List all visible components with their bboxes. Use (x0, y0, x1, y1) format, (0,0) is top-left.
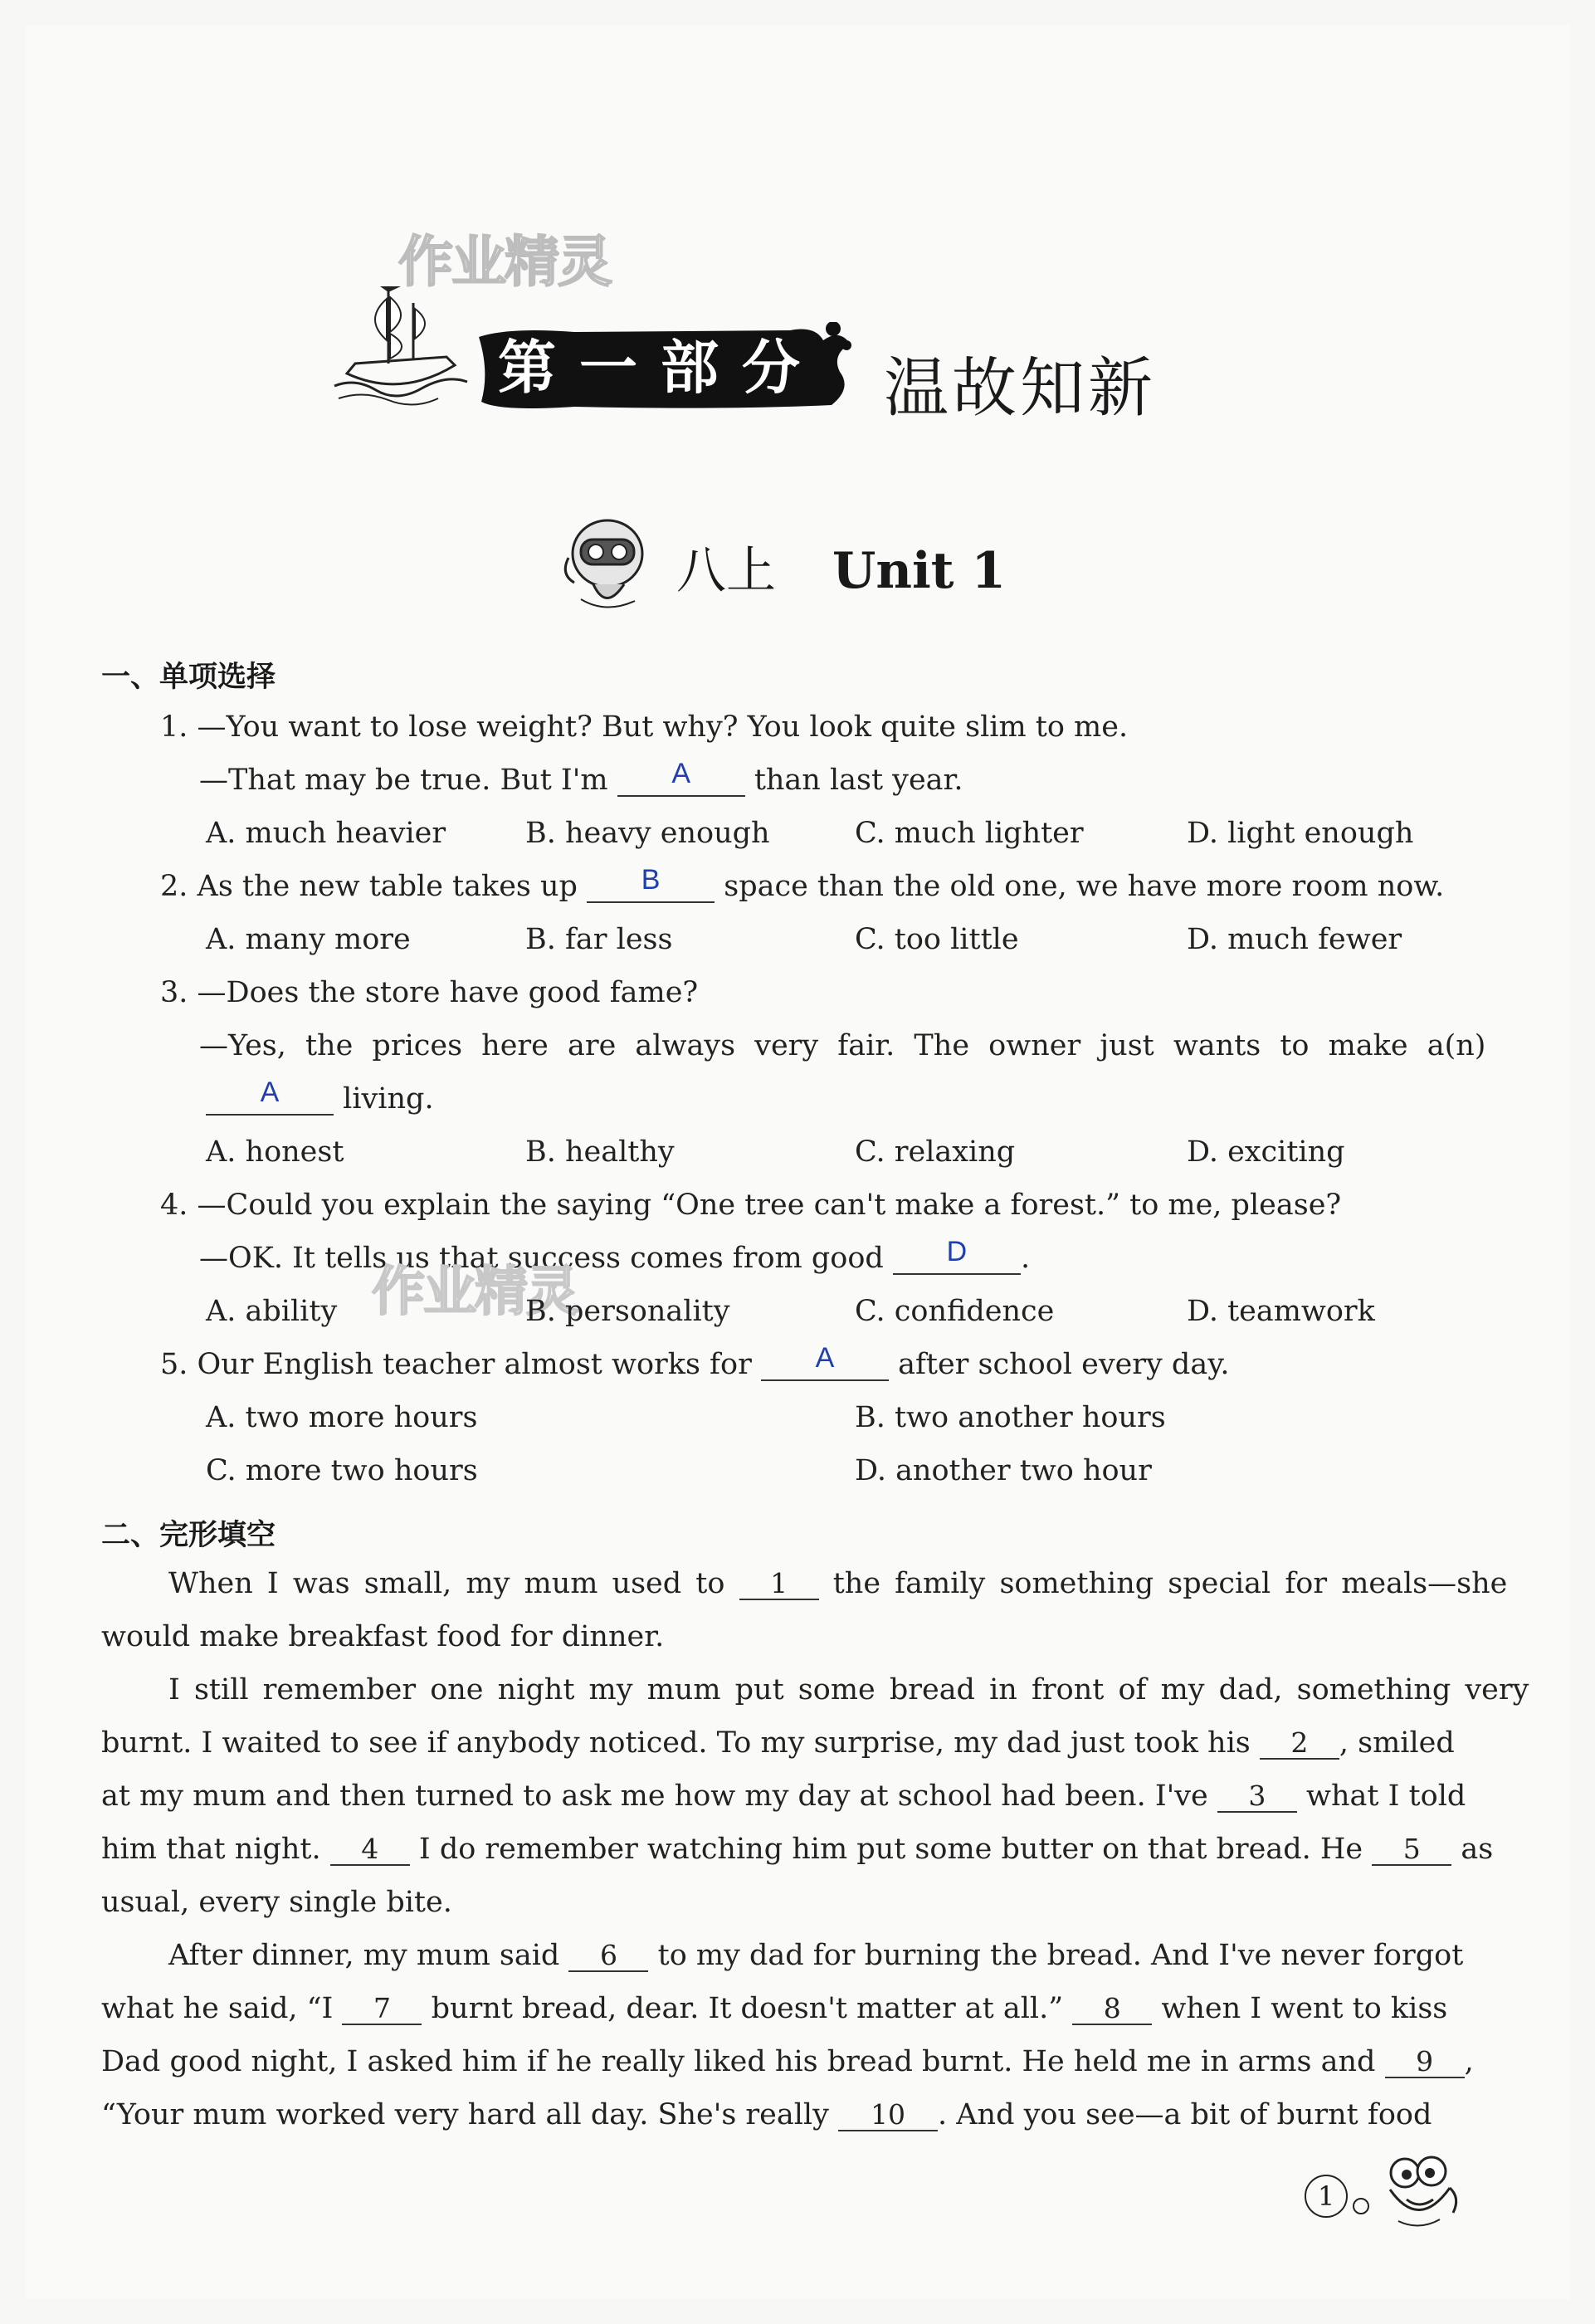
page-dot-decoration (1353, 2198, 1369, 2214)
passage-text: , smiled (1339, 1726, 1455, 1760)
banner-title: 温故知新 (884, 351, 1157, 426)
page-number: 1 (1305, 2175, 1348, 2218)
answer-blank (206, 1077, 334, 1116)
option-a: A. two more hours (206, 1401, 478, 1434)
passage-text: I do remember watching him put some butter on that bread. He (418, 1833, 1363, 1866)
passage-text: the family something special for meals—she (832, 1567, 1508, 1600)
passage-text: him that night. (101, 1833, 321, 1866)
sailing-ship-icon (330, 274, 471, 415)
option-a: A. many more (206, 923, 411, 956)
question-3-line-3 (206, 1077, 434, 1117)
passage-text: After dinner, my mum said (168, 1939, 560, 1972)
answer-blank (893, 1236, 1021, 1275)
cloze-paragraph-1-line-1 (168, 1565, 1507, 1602)
question-3-line-1 (160, 974, 698, 1011)
question-3-line-2: —Yes, the prices here are always very fair. The owner just wants to make a(n) (199, 1029, 1486, 1062)
passage-text: , (1464, 2045, 1474, 2078)
blank-number: 10 (871, 2098, 906, 2131)
cloze-paragraph-2-line-3 (101, 1778, 1466, 1814)
option-c: C. relaxing (855, 1135, 1016, 1169)
cloze-paragraph-2-line-5: usual, every single bite. (101, 1886, 452, 1919)
question-text: —Does the store have good fame? (197, 976, 699, 1009)
answer-letter: D (946, 1236, 968, 1267)
cloze-paragraph-2-line-2 (101, 1725, 1455, 1761)
option-d: D. teamwork (1187, 1295, 1375, 1328)
blank-number: 4 (361, 1833, 379, 1865)
option-c: C. more two hours (206, 1454, 478, 1487)
passage-text: Dad good night, I asked him if he really liked his bread burnt. He held me in arms and (101, 2045, 1376, 2078)
cloze-paragraph-2-line-1: I still remember one night my mum put some bread in front of my dad, something very (168, 1673, 1529, 1706)
question-2 (160, 864, 1445, 905)
cloze-blank-7 (342, 1994, 422, 2025)
question-number: 4. (160, 1189, 188, 1222)
passage-text: as (1461, 1833, 1494, 1866)
cloze-blank-8 (1072, 1994, 1152, 2025)
passage-text: When I was small, my mum used to (168, 1567, 725, 1600)
watermark-top: 作业精灵 (398, 230, 611, 294)
cloze-paragraph-2-line-4 (101, 1831, 1493, 1868)
passage-text: burnt bread, dear. It doesn't matter at all.” (431, 1992, 1064, 2025)
option-a: A. much heavier (206, 817, 446, 850)
question-text: —That may be true. But I'm (199, 764, 608, 797)
cloze-blank-9 (1385, 2047, 1465, 2078)
question-number: 5. (160, 1348, 188, 1381)
option-d: D. another two hour (855, 1454, 1152, 1487)
passage-text: “Your mum worked very hard all day. She's really (101, 2098, 829, 2131)
question-text: —OK. It tells us that success comes from good (199, 1242, 884, 1275)
passage-text: at my mum and then turned to ask me how my day at school had been. I've (101, 1780, 1208, 1813)
cloze-paragraph-1-line-2: would make breakfast food for dinner. (101, 1620, 665, 1653)
option-a: A. ability (206, 1295, 338, 1328)
cloze-blank-2 (1260, 1728, 1339, 1760)
cloze-blank-5 (1372, 1834, 1451, 1866)
cloze-paragraph-3-line-4 (101, 2097, 1432, 2133)
option-b: B. personality (525, 1295, 730, 1328)
question-text: living. (343, 1082, 434, 1116)
blank-number: 2 (1290, 1726, 1309, 1759)
blank-number: 3 (1248, 1780, 1266, 1812)
cloze-paragraph-3-line-2 (101, 1990, 1447, 2027)
diver-robot-icon (556, 508, 654, 616)
passage-text: what I told (1306, 1780, 1466, 1813)
option-b: B. two another hours (855, 1401, 1166, 1434)
section-title-single-choice: 一、单项选择 (101, 661, 276, 694)
passage-text: to my dad for burning the bread. And I've never forgot (657, 1939, 1464, 1972)
option-d: D. light enough (1187, 817, 1414, 850)
section-title-cloze: 二、完形填空 (101, 1519, 276, 1552)
blank-number: 6 (599, 1939, 617, 1971)
question-number: 3. (160, 976, 188, 1009)
option-d: D. exciting (1187, 1135, 1345, 1169)
cloze-blank-6 (568, 1941, 648, 1972)
question-1-line-1 (160, 709, 1128, 745)
answer-letter: A (260, 1077, 280, 1108)
blank-number: 5 (1402, 1833, 1421, 1865)
cloze-paragraph-3-line-1 (168, 1937, 1463, 1974)
question-4-line-2 (199, 1236, 1031, 1277)
passage-text: what he said, “I (101, 1992, 334, 2025)
option-c: C. much lighter (855, 817, 1084, 850)
question-4-line-1 (160, 1187, 1341, 1223)
question-number: 1. (160, 710, 188, 744)
cloze-blank-1 (739, 1569, 819, 1600)
answer-blank (761, 1342, 889, 1381)
answer-letter: B (641, 864, 661, 896)
unit-grade: 八上 (676, 542, 776, 600)
cloze-paragraph-3-line-3 (101, 2043, 1474, 2080)
question-text: . (1020, 1242, 1031, 1275)
blank-number: 8 (1103, 1992, 1121, 2024)
cloze-blank-4 (330, 1834, 410, 1866)
question-text: than last year. (754, 764, 963, 797)
option-b: B. heavy enough (525, 817, 770, 850)
question-1-line-2 (199, 758, 963, 798)
question-text: —Could you explain the saying “One tree can't make a forest.” to me, please? (197, 1189, 1342, 1222)
question-text: As the new table takes up (197, 870, 578, 903)
blank-number: 9 (1416, 2045, 1434, 2077)
question-number: 2. (160, 870, 188, 903)
passage-text: when I went to kiss (1161, 1992, 1448, 2025)
option-d: D. much fewer (1187, 923, 1402, 956)
option-c: C. confidence (855, 1295, 1055, 1328)
answer-blank (617, 758, 745, 797)
cloze-blank-3 (1217, 1781, 1297, 1813)
option-b: B. healthy (525, 1135, 675, 1169)
watermark-middle: 作业精灵 (372, 1262, 578, 1323)
banner-label: 第一部分 (498, 334, 823, 402)
question-text: Our English teacher almost works for (197, 1348, 752, 1381)
option-a: A. honest (206, 1135, 344, 1169)
cloze-blank-10 (838, 2100, 938, 2131)
question-text: after school every day. (898, 1348, 1230, 1381)
passage-text: . And you see—a bit of burnt food (938, 2098, 1432, 2131)
question-text: space than the old one, we have more room now. (724, 870, 1445, 903)
unit-heading (676, 531, 1006, 603)
option-c: C. too little (855, 923, 1019, 956)
option-b: B. far less (525, 923, 673, 956)
question-text: —You want to lose weight? But why? You look quite slim to me. (197, 710, 1129, 744)
blank-number: 7 (373, 1992, 391, 2024)
answer-letter: A (671, 758, 691, 789)
answer-letter: A (815, 1342, 835, 1374)
question-5 (160, 1342, 1230, 1383)
unit-name: Unit 1 (832, 542, 1007, 600)
answer-blank (587, 864, 715, 903)
passage-text: burnt. I waited to see if anybody noticed. To my surprise, my dad just took his (101, 1726, 1251, 1760)
frog-mascot-icon (1373, 2148, 1465, 2239)
blank-number: 1 (770, 1567, 788, 1599)
